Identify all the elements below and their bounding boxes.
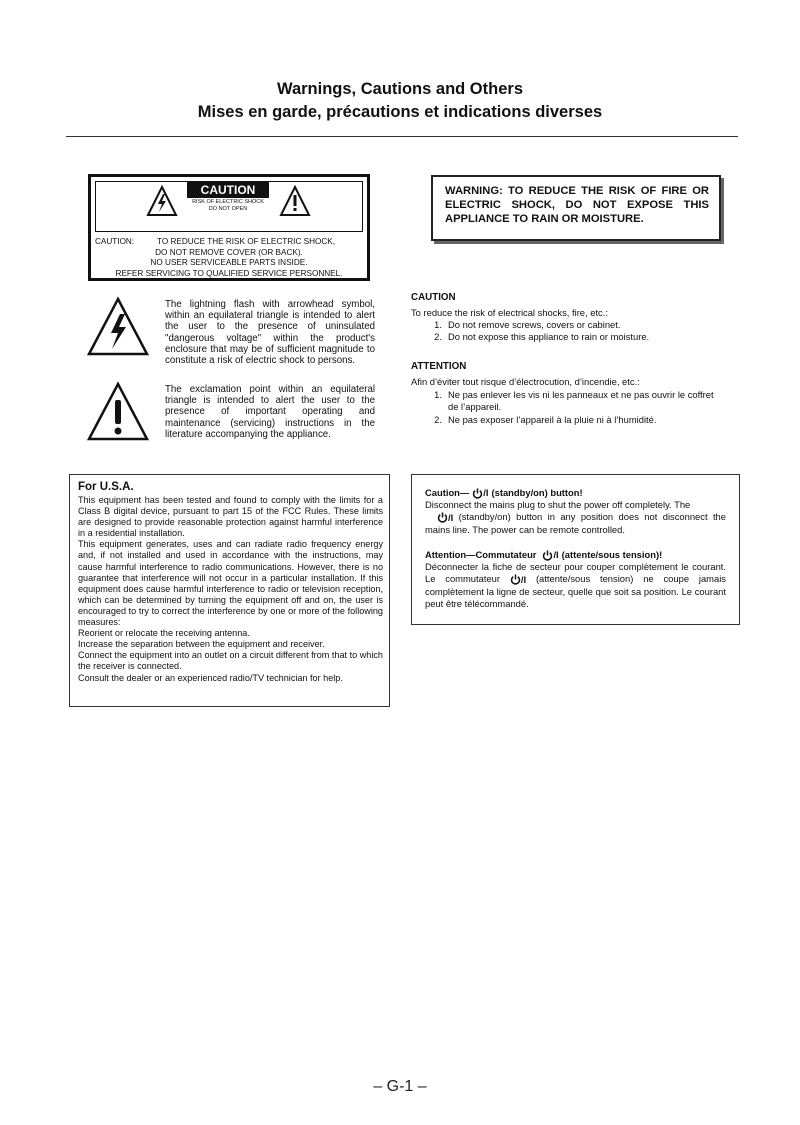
caution-label-line-4: REFER SERVICING TO QUALIFIED SERVICE PERSONNEL. bbox=[115, 268, 343, 278]
caution-label-prefix: CAUTION: bbox=[95, 237, 135, 246]
lightning-symbol-text: The lightning flash with arrowhead symbol, within an equilateral triangle is intended to alert the user to the presence of uninsulated "dangerous voltage" within the product's enclosure that may be of sufficient magnitude to constitute a risk of electric shock to persons. bbox=[165, 299, 375, 367]
caution-label-center bbox=[187, 182, 269, 214]
lightning-triangle-icon bbox=[86, 296, 150, 358]
exclamation-triangle-icon bbox=[279, 185, 311, 217]
standby-caution-box bbox=[411, 474, 740, 625]
standby-caution-text-2: /I (standby/on) button in any position does not disconnect the mains line. The power can be remote controlled. bbox=[425, 511, 726, 536]
caution-label-heading: CAUTION bbox=[187, 182, 269, 198]
list-item: 2. Do not expose this appliance to rain or moisture. bbox=[434, 331, 650, 343]
usa-fcc-box bbox=[69, 474, 390, 707]
caution-label-risk-1: RISK OF ELECTRIC SHOCK bbox=[192, 199, 264, 205]
usa-paragraph: Consult the dealer or an experienced radio/TV technician for help. bbox=[78, 672, 343, 683]
list-item: 2. Ne pas exposer l’appareil à la pluie ni à l’humidité. bbox=[434, 413, 657, 425]
standby-attention-text: Déconnecter la fiche de secteur pour couper complètement le courant. Le commutateur /I (attente/sous tension) ne coupe jamais complètement la ligne de secteur, quelle que soit sa position. Le courant peut être télécommandé. bbox=[425, 561, 726, 610]
warning-box bbox=[431, 175, 721, 241]
exclamation-triangle-icon bbox=[86, 381, 150, 443]
usa-paragraph: This equipment has been tested and found to comply with the limits for a Class B digital device, pursuant to part 15 of the FCC Rules. These limits are designed to provide reasonable protection against harmful interference in a residential installation. bbox=[78, 495, 383, 539]
usa-paragraph: Connect the equipment into an outlet on a circuit different from that to which the receiver is connected. bbox=[78, 650, 383, 672]
usa-paragraph: Increase the separation between the equipment and receiver. bbox=[78, 639, 325, 650]
exclamation-symbol-text: The exclamation point within an equilateral triangle is intended to alert the user to the presence of important operating and maintenance (servicing) instructions in the literature accompanying the appliance. bbox=[165, 384, 375, 440]
standby-attention-heading: Attention—Commutateur /I (attente/sous tension)! bbox=[425, 549, 663, 560]
attention-heading: ATTENTION bbox=[411, 361, 467, 372]
warning-text: WARNING: TO REDUCE THE RISK OF FIRE OR ELECTRIC SHOCK, DO NOT EXPOSE THIS APPLIANCE TO RAIN OR MOISTURE. bbox=[445, 185, 709, 225]
caution-label-line-1: TO REDUCE THE RISK OF ELECTRIC SHOCK, bbox=[157, 237, 336, 246]
power-standby-icon: /I bbox=[437, 512, 453, 524]
caution-heading: CAUTION bbox=[411, 292, 456, 303]
caution-label-line-3: NO USER SERVICEABLE PARTS INSIDE. bbox=[150, 258, 308, 267]
caution-label-risk-2: DO NOT OPEN bbox=[208, 206, 248, 212]
standby-caution-text-1: Disconnect the mains plug to shut the power off completely. The bbox=[425, 499, 691, 511]
attention-intro: Afin d’éviter tout risque d’électrocution, d’incendie, etc.: bbox=[411, 376, 640, 387]
list-item: 1. Do not remove screws, covers or cabinet. bbox=[434, 319, 621, 330]
caution-list bbox=[411, 319, 716, 344]
power-standby-icon: /I bbox=[542, 549, 558, 561]
standby-attention-section bbox=[425, 549, 726, 610]
lightning-triangle-icon bbox=[146, 185, 178, 217]
caution-label bbox=[88, 174, 370, 281]
page-subtitle: Mises en garde, précautions et indications diverses bbox=[197, 103, 603, 121]
usa-heading: For U.S.A. bbox=[78, 481, 134, 493]
standby-caution-section bbox=[425, 487, 726, 536]
power-standby-icon: /I bbox=[472, 487, 488, 499]
caution-intro: To reduce the risk of electrical shocks, fire, etc.: bbox=[411, 307, 608, 318]
usa-paragraph: This equipment generates, uses and can radiate radio frequency energy and, if not installed and used in accordance with the instructions, may cause harmful interference to radio communications. However, there is no guarantee that interference will not occur in a particular installation. If this equipment does cause harmful interference to radio or television reception, which can be determined by turning the equipment off and on, the user is encouraged to try to correct the interference by one or more of the following measures: bbox=[78, 539, 383, 628]
page-title: Warnings, Cautions and Others bbox=[277, 80, 523, 98]
standby-caution-heading: Caution— /I (standby/on) button! bbox=[425, 487, 583, 498]
usa-paragraph: Reorient or relocate the receiving antenna. bbox=[78, 628, 250, 639]
caution-label-line-2: DO NOT REMOVE COVER (OR BACK). bbox=[155, 247, 303, 257]
title-divider bbox=[66, 136, 738, 137]
usa-body bbox=[78, 495, 383, 684]
power-standby-icon: /I bbox=[510, 574, 526, 586]
caution-label-text bbox=[95, 237, 363, 279]
list-item: 1. Ne pas enlever les vis ni les panneaux et ne pas ouvrir le coffret de l’appareil. bbox=[434, 389, 714, 413]
attention-list bbox=[411, 389, 721, 426]
page-number: – G-1 – bbox=[373, 1078, 427, 1095]
